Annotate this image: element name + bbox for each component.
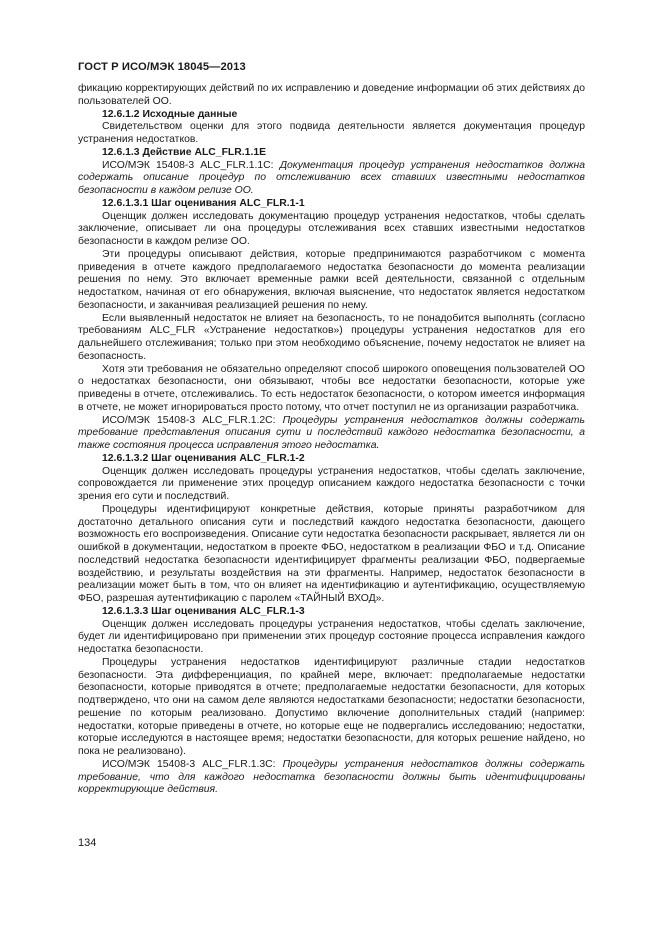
document-body: [78, 83, 585, 797]
section-heading: 12.6.1.3.1 Шаг оценивания ALC_FLR.1-1: [102, 197, 305, 209]
requirement-paragraph: [78, 759, 585, 797]
body-paragraph: Процедуры идентифицируют конкретные действия, которые приняты разработчиком для достаточно детального описания сути и последствий каждого недостатка безопасности, дающего возможность его воспроизведения. Описание сути недостатка безопасности раскрывает, является ли он ошибкой в документации, недостатком в проекте ФБО, недостатком в реализации ФБО и т.д. Описание последствий недостатка безопасности идентифицирует фрагменты реализации ФБО, подвергаемые воздействию, и результаты воздействия на эти фрагменты. Например, недостаток безопасности в реализации может быть в том, что он влияет на идентификацию и аутентификацию, осуществляемую ФБО, разрешая аутентификацию с паролем «ТАЙНЫЙ ВХОД».: [78, 503, 585, 604]
requirement-paragraph: [78, 415, 585, 453]
requirement-reference: ИСО/МЭК 15408-3 ALC_FLR.1.1C:: [102, 159, 280, 171]
requirement-reference: ИСО/МЭК 15408-3 ALC_FLR.1.3C:: [102, 758, 283, 770]
body-paragraph: Если выявленный недостаток не влияет на безопасность, то не понадобится выполнять (согласно требованиям ALC_FLR «Устранение недостатков») процедуры устранения недостатков для его дальнейшего отслеживания; только при этом необходимо объяснение, почему недостаток не влияет на безопасность.: [78, 312, 585, 362]
body-paragraph: Свидетельством оценки для этого подвида деятельности является документация процедур устранения недостатков.: [78, 121, 585, 145]
body-paragraph: Оценщик должен исследовать процедуры устранения недостатков, чтобы сделать заключение, сопровождается ли применение этих процедур описанием каждого недостатка безопасности с точки зрения его сути и последствий.: [78, 465, 585, 502]
requirement-reference: ИСО/МЭК 15408-3 ALC_FLR.1.2C:: [102, 414, 283, 426]
body-paragraph: Оценщик должен исследовать документацию процедур устранения недостатков, чтобы сделать заключение, описывает ли она процедуры отслеживания всех ставших известными недостатков безопасности в каждом релизе ОО.: [78, 210, 585, 247]
section-heading: 12.6.1.3 Действие ALC_FLR.1.1E: [102, 146, 267, 158]
document-header: ГОСТ Р ИСО/МЭК 18045—2013: [78, 61, 246, 73]
section-heading: 12.6.1.3.2 Шаг оценивания ALC_FLR.1-2: [102, 452, 305, 464]
body-paragraph: Эти процедуры описывают действия, которые предпринимаются разработчиком с момента приведения в отчете каждого предполагаемого недостатка безопасности до момента реализации решения по нему. Это включает временные рамки всей деятельности, связанной с отдельным недостатком, начиная от его обнаружения, включая выяснение, что недостаток является недостатком безопасности, и заканчивая реализацией решения по нему.: [78, 248, 585, 311]
requirement-paragraph: [78, 160, 585, 198]
requirement-text: Документация процедур устранения недостатков должна содержать описание процедур по отслеживанию всех ставших известными недостатков безопасности в каждом релизе ОО.: [78, 159, 585, 196]
body-paragraph: фикацию корректирующих действий по их исправлению и доведение информации об этих действиях до пользователей ОО.: [78, 83, 585, 107]
body-paragraph: Оценщик должен исследовать процедуры устранения недостатков, чтобы сделать заключение, будет ли идентифицировано при применении этих процедур состояние процесса исправления каждого недостатка безопасности.: [78, 618, 585, 655]
body-paragraph: Хотя эти требования не обязательно определяют способ широкого оповещения пользователей ОО о недостатках безопасности, они обязывают, чтобы все недостатки безопасности, которые уже приведены в отчете, отслеживались. То есть недостаток безопасности, о котором имеется информация в отчете, не может игнорироваться просто потому, что отчет поступил не из организации разработчика.: [78, 363, 585, 413]
body-paragraph: Процедуры устранения недостатков идентифицируют различные стадии недостатков безопасности. Эта дифференциация, по крайней мере, включает: предполагаемые недостатки безопасности, которые приводятся в отчете; предполагаемые недостатки безопасности, для которых подтверждено, что они на самом деле являются недостатками безопасности; недостатки безопасности, решение по которым реализовано. Допустимо включение дополнительных стадий (например: недостатки, которые приведены в отчете, но которые еще не подвергались исследованию; недостатки, которые исследуются в настоящее время; недостатки безопасности, для которых решение найдено, но пока не реализовано).: [78, 656, 585, 757]
requirement-text: Процедуры устранения недостатков должны содержать требование, что для каждого недостатка безопасности должны быть идентифицированы корректирующие действия.: [78, 758, 585, 796]
section-heading: 12.6.1.3.3 Шаг оценивания ALC_FLR.1-3: [102, 605, 305, 617]
section-heading: 12.6.1.2 Исходные данные: [102, 108, 238, 120]
requirement-text: Процедуры устранения недостатков должны содержать требование представления описания сути и последствий каждого недостатка безопасности, а также состояния процесса исправления этого недостатка.: [78, 414, 585, 451]
page-number: 134: [78, 837, 97, 849]
